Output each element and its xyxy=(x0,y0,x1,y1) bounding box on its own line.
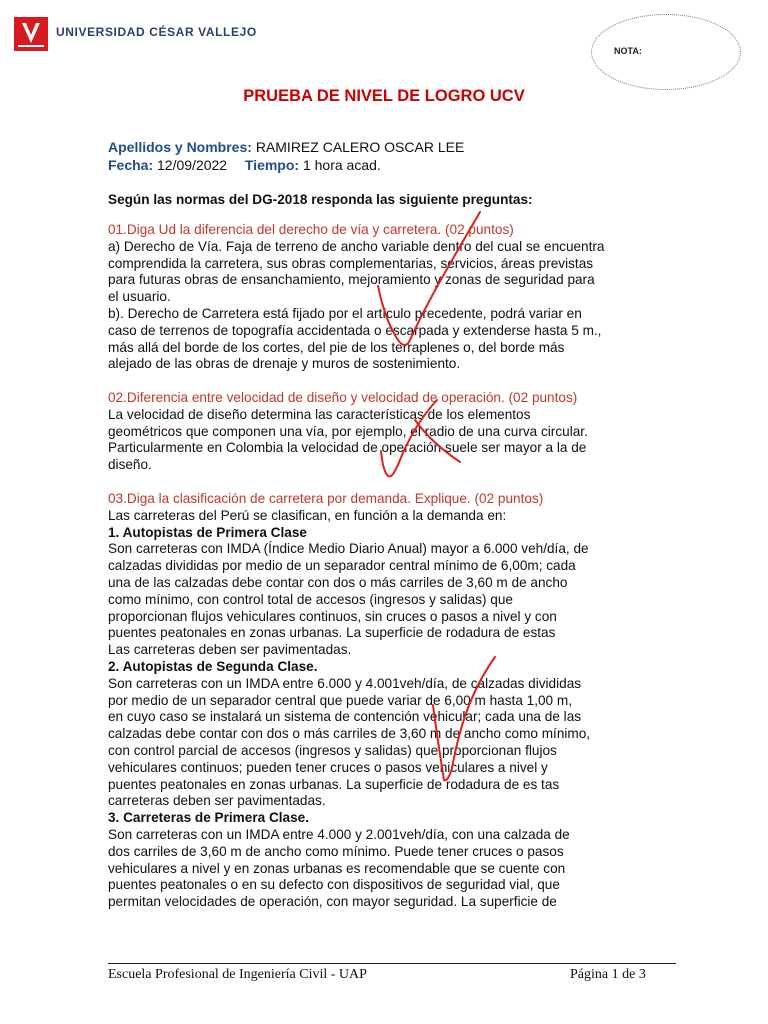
answer-line: b). Derecho de Carretera está fijado por el artículo precedente, podrá variar en xyxy=(108,305,582,321)
answer-line: para futuras obras de ensanchamiento, mejoramiento y zonas de seguridad para xyxy=(108,272,595,288)
answer-line: como mínimo, con control total de accesos (ingresos y salidas) que xyxy=(108,591,513,607)
answer-line: puentes peatonales o en su defecto con dispositivos de seguridad vial, que xyxy=(108,877,560,893)
answer-line: Son carreteras con un IMDA entre 4.000 y 2.001veh/día, con una calzada de xyxy=(108,826,570,842)
question-1-text: 01.Diga Ud la diferencia del derecho de vía y carretera. (02 puntos) xyxy=(108,222,514,237)
question-2 xyxy=(108,390,668,474)
answer-line: calzadas debe contar con dos o más carriles de 3,60 m de ancho como mínimo, xyxy=(108,726,591,742)
answer-line: Las carreteras del Perú se clasifican, en función a la demanda en: xyxy=(108,507,507,523)
time-value: 1 hora acad. xyxy=(302,157,381,173)
date-time-row xyxy=(108,156,381,174)
ucv-logo-icon xyxy=(14,17,48,51)
date-value: 12/09/2022 xyxy=(157,157,228,173)
answer-line: por medio de un separador central que puede variar de 6,00 m hasta 1,00 m, xyxy=(108,692,572,708)
answer-line: proporcionan flujos vehiculares continuos, sin cruces o pasos a nivel y con xyxy=(108,608,557,624)
time-label: Tiempo: xyxy=(244,157,300,173)
answer-line: puentes peatonales en zonas urbanas. La superficie de rodadura de estas xyxy=(108,625,556,641)
answer-line: geométricos que componen una vía, por ejemplo, el radio de una curva circular. xyxy=(108,423,588,439)
section-heading: 1. Autopistas de Primera Clase xyxy=(108,524,307,540)
answer-line: Son carreteras con un IMDA entre 6.000 y 4.001veh/día, de calzadas divididas xyxy=(108,675,582,691)
section-heading: 2. Autopistas de Segunda Clase. xyxy=(108,658,318,674)
footer-page-number: Página 1 de 3 xyxy=(570,967,646,982)
answer-line: Las carreteras deben ser pavimentadas. xyxy=(108,642,352,658)
question-1 xyxy=(108,222,668,373)
footer-divider xyxy=(108,963,676,964)
footer-school: Escuela Profesional de Ingeniería Civil - UAP xyxy=(108,967,367,982)
answer-line: con control parcial de accesos (ingresos y salidas) que proporcionan flujos xyxy=(108,742,557,758)
answer-line: caso de terrenos de topografía accidentada o escarpada y extenderse hasta 5 m., xyxy=(108,322,602,338)
section-heading: 3. Carreteras de Primera Clase. xyxy=(108,810,310,826)
answer-line: puentes peatonales en zonas urbanas. La superficie de rodadura de es tas xyxy=(108,776,560,792)
answer-line: vehiculares continuos; pueden tener cruces o pasos vehiculares a nivel y xyxy=(108,759,548,775)
student-name-row xyxy=(108,138,464,156)
question-2-text: 02.Diferencia entre velocidad de diseño y velocidad de operación. (02 puntos) xyxy=(108,390,578,405)
answer-line: vehiculares a nivel y en zonas urbanas es recomendable que se cuente con xyxy=(108,860,566,876)
answer-line: Particularmente en Colombia la velocidad de operación suele ser mayor a la de xyxy=(108,440,587,456)
grade-label: NOTA: xyxy=(614,46,642,56)
question-3 xyxy=(108,491,668,911)
answer-line: en cuyo caso se instalará un sistema de contención vehicular; cada una de las xyxy=(108,709,582,725)
answer-line: dos carriles de 3,60 m de ancho como mínimo. Puede tener cruces o pasos xyxy=(108,843,564,859)
answer-line: comprendida la carretera, sus obras complementarias, servicios, áreas previstas xyxy=(108,255,594,271)
instructions: Según las normas del DG-2018 responda las siguiente preguntas: xyxy=(108,192,533,207)
question-3-text: 03.Diga la clasificación de carretera por demanda. Explique. (02 puntos) xyxy=(108,491,544,506)
name-label: Apellidos y Nombres: xyxy=(108,139,252,155)
answer-line: una de las calzadas debe contar con dos o más carriles de 3,60 m de ancho xyxy=(108,574,568,590)
answer-line: a) Derecho de Vía. Faja de terreno de ancho variable dentro del cual se encuentra xyxy=(108,238,605,254)
answer-line: Son carreteras con IMDA (Índice Medio Diario Anual) mayor a 6.000 veh/día, de xyxy=(108,541,589,557)
answer-line: calzadas divididas por medio de un separador central mínimo de 6,00m; cada xyxy=(108,558,576,574)
answer-line: más allá del borde de los cortes, del pie de los terraplenes o, del borde más xyxy=(108,339,565,355)
page-title: PRUEBA DE NIVEL DE LOGRO UCV xyxy=(243,87,525,105)
answer-line: el usuario. xyxy=(108,289,171,305)
answer-line: carreteras deben ser pavimentadas. xyxy=(108,793,326,809)
university-name: UNIVERSIDAD CÉSAR VALLEJO xyxy=(56,25,257,39)
answer-line: La velocidad de diseño determina las características de los elementos xyxy=(108,406,531,422)
answer-line: alejado de las obras de drenaje y muros de sostenimiento. xyxy=(108,356,461,372)
answer-line: permitan velocidades de operación, con mayor seguridad. La superficie de xyxy=(108,894,557,910)
date-label: Fecha: xyxy=(108,157,154,173)
name-value: RAMIREZ CALERO OSCAR LEE xyxy=(255,139,465,155)
answer-line: diseño. xyxy=(108,457,152,473)
